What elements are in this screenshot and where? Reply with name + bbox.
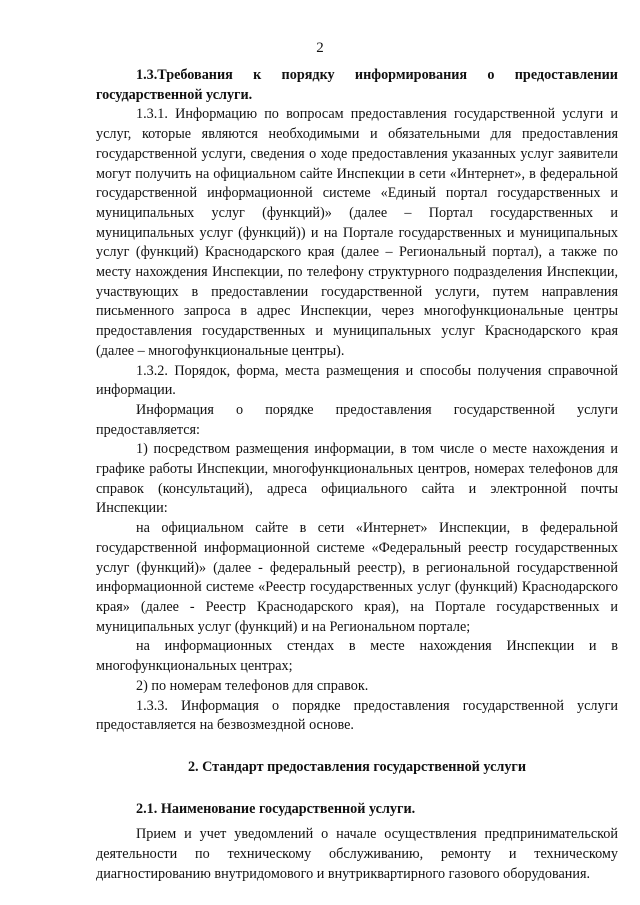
paragraph-info-intro: Информация о порядке предоставления государственной услуги предоставляется: <box>96 401 618 438</box>
document-body <box>96 66 618 884</box>
paragraph-official-site: на официальном сайте в сети «Интернет» Инспекции, в федеральной государственной информационной системе «Федеральный реестр государственных услуг (функций)» (далее - федеральный реестр), в региональной государственной информационной системе «Реестр государственных услуг (функций) Краснодарского края» (далее - Реестр Краснодарского края), на Портале государственных и муниципальных услуг (функций) и на Региональном портале; <box>96 520 618 635</box>
section-2-title: 2. Стандарт предоставления государственной услуги <box>187 758 527 775</box>
paragraph-2-1: Прием и учет уведомлений о начале осуществления предпринимательской деятельности по техническому обслуживанию, ремонту и техническому диагностированию внутридомового и внутриквартирного газового оборудования. <box>96 826 618 882</box>
paragraph-1-3-2: 1.3.2. Порядок, форма, места размещения и способы получения справочной информации. <box>96 362 618 399</box>
paragraph-1-3-1: 1.3.1. Информацию по вопросам предоставления государственной услуги и услуг, которые являются необходимыми и обязательными для предоставления государственной услуги, сведения о ходе предоставления указанных услуг заявители могут получить на официальном сайте Инспекции в сети «Интернет», в федеральной государственной информационной системе «Единый портал государственных и муниципальных услуг (функций)» (далее – Портал государственных и муниципальных услуг (функций)) и на Портале государственных и муниципальных услуг (функций) Краснодарского края (далее – Региональный портал), а также по месту нахождения Инспекции, по телефону структурного подразделения Инспекции, участвующих в предоставлении государственной услуги, путем направления письменного запроса в адрес Инспекции, через многофункциональные центры предоставления государственных и муниципальных услуг Краснодарского края (далее – многофункциональные центры). <box>96 106 618 359</box>
paragraph-list-item-2: 2) по номерам телефонов для справок. <box>136 677 369 694</box>
heading-1-3: 1.3.Требования к порядку информирования о предоставлении государственной услуги. <box>96 67 618 103</box>
page-number: 2 <box>316 40 324 56</box>
paragraph-info-stands: на информационных стендах в месте нахождения Инспекции и в многофункциональных центрах; <box>96 638 618 675</box>
subsection-2-1-title: 2.1. Наименование государственной услуги. <box>136 800 416 817</box>
paragraph-1-3-3: 1.3.3. Информация о порядке предоставления государственной услуги предоставляется на безвозмездной основе. <box>96 697 618 734</box>
paragraph-list-item-1: 1) посредством размещения информации, в том числе о месте нахождения и графике работы Инспекции, многофункциональных центров, номерах телефонов для справок (консультаций), адреса официального сайта и электронной почты Инспекции: <box>96 441 618 517</box>
